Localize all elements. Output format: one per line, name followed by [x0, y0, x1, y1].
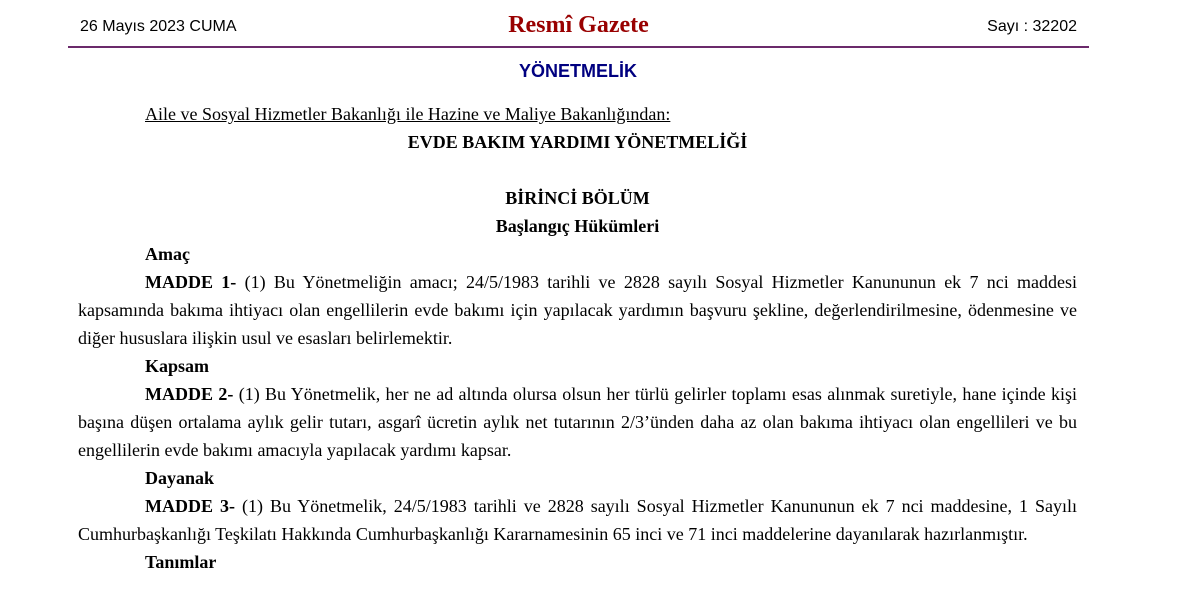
article-label: MADDE 3- [145, 496, 235, 516]
article-heading: Amaç [145, 244, 190, 264]
article-paragraph [78, 380, 1077, 464]
article-heading-next: Tanımlar [145, 552, 217, 572]
gazette-header [68, 8, 1089, 48]
document-title: EVDE BAKIM YARDIMI YÖNETMELİĞİ [407, 132, 748, 152]
issue-number: Sayı : 32202 [987, 18, 1077, 35]
article-text: (1) Bu Yönetmelik, her ne ad altında olursa olsun her türlü gelirler toplamı esas alınmak suretiyle, hane içinde kişi başına düşen ortalama aylık gelir tutarı, asgarî ücretin aylık net tutarının 2/3’ünden daha az olan bakıma ihtiyacı olan engellileri ve bu engellilerin evde bakımı amacıyla yapılacak yardımı kapsar. [78, 384, 1078, 460]
article-text: (1) Bu Yönetmeliğin amacı; 24/5/1983 tarihli ve 2828 sayılı Sosyal Hizmetler Kanununun ek 7 nci maddesi kapsamında bakıma ihtiyacı olan engellilerin evde bakımı için yapılacak yardımın başvuru şekline, değerlendirilmesine, ödenmesine ve diğer hususlara ilişkin usul ve esasları belirlemektir. [78, 272, 1078, 348]
article-paragraph [78, 268, 1077, 352]
article-label: MADDE 2- [145, 384, 234, 404]
document-body [78, 100, 1077, 576]
article-heading: Kapsam [145, 356, 210, 376]
chapter-number: BİRİNCİ BÖLÜM [505, 188, 650, 208]
issuing-institution: Aile ve Sosyal Hizmetler Bakanlığı ile Hazine ve Maliye Bakanlığından: [145, 104, 671, 124]
article-paragraph [78, 492, 1077, 548]
section-type: YÖNETMELİK [518, 61, 637, 81]
publication-date: 26 Mayıs 2023 CUMA [80, 18, 237, 35]
article-label: MADDE 1- [145, 272, 237, 292]
chapter-title: Başlangıç Hükümleri [495, 216, 660, 236]
article-heading: Dayanak [145, 468, 215, 488]
article-text: (1) Bu Yönetmelik, 24/5/1983 tarihli ve 2828 sayılı Sosyal Hizmetler Kanununun ek 7 nci maddesine, 1 Sayılı Cumhurbaşkanlığı Teşkilatı Hakkında Cumhurbaşkanlığı Kararnamesinin 65 inci ve 71 inci maddelerine dayanılarak hazırlanmıştır. [78, 496, 1078, 544]
gazette-title: Resmî Gazete [508, 12, 649, 38]
